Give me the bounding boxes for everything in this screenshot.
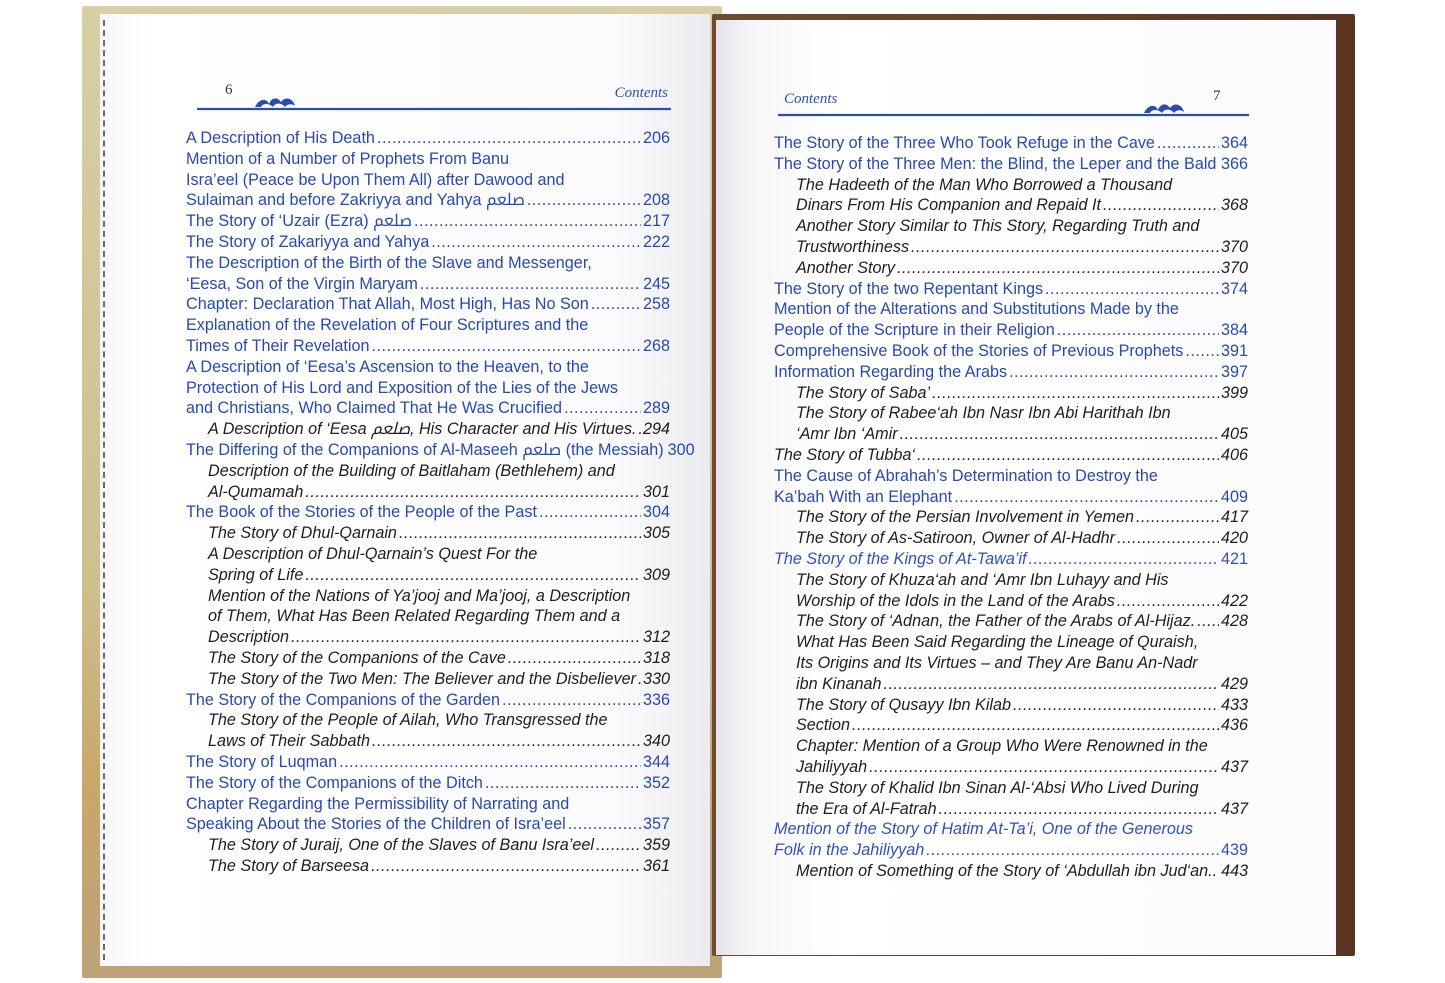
leader-dots — [377, 128, 641, 149]
toc-entry-title: Chapter: Declaration That Allah, Most High, Has No Son — [186, 295, 589, 314]
leader-dots — [305, 482, 641, 503]
toc-entry-title: The Story of Tubba‘ — [774, 445, 915, 464]
toc-entry-title: Spring of Life — [208, 565, 304, 584]
toc-entry-title: People of the Scripture in their Religion — [774, 321, 1055, 340]
toc-page-number: 330 — [642, 669, 670, 688]
toc-page-number: 300 — [667, 440, 695, 459]
toc-entry-title: Description — [208, 628, 289, 647]
toc-page-number: 374 — [1220, 279, 1248, 298]
toc-entry-title: Dinars From His Companion and Repaid It — [796, 196, 1101, 215]
toc-page-number: 217 — [642, 212, 670, 231]
toc-entry-title: The Description of the Birth of the Slave and Messenger, — [186, 253, 592, 272]
toc-entry-title: Comprehensive Book of the Stories of Previous Prophets — [774, 341, 1184, 360]
toc-entry-title: The Story of the two Repentant Kings — [774, 279, 1044, 298]
toc-page-number: 370 — [1220, 258, 1248, 277]
toc-page-number: 428 — [1220, 612, 1248, 631]
toc-entry-title: Mention of the Nations of Ya’jooj and Ma’jooj, a Description — [208, 586, 631, 605]
toc-entry-title: The Story of Khalid Ibn Sinan Al-‘Absi Who Lived During — [796, 778, 1199, 797]
leader-dots — [900, 424, 1219, 445]
toc-entry-title: the Era of Al-Fatrah — [796, 799, 937, 818]
ornament-rule-icon — [195, 94, 673, 114]
leader-dots — [852, 715, 1219, 736]
toc-entry-title: ‘Amr Ibn ‘Amir — [796, 425, 898, 444]
toc-page-number: 421 — [1220, 549, 1248, 568]
toc-page-number: 312 — [642, 628, 670, 647]
toc-entry-title: The Story of Qusayy Ibn Kilab — [796, 695, 1012, 714]
toc-page-number: 309 — [642, 565, 670, 584]
toc-entry — [186, 357, 670, 419]
toc-entry-title: The Differing of the Companions of Al-Maseeh ﷵ (the Messiah) — [186, 440, 664, 459]
toc-page-number: 370 — [1220, 237, 1248, 256]
toc-entry-title: Mention of Something of the Story of ‘Abdullah ibn Jud‘an.. — [796, 861, 1218, 880]
toc-entry-title: The Cause of Abrahah’s Determination to Destroy the — [774, 466, 1158, 485]
toc-entry — [774, 611, 1248, 632]
toc-entry-title: The Story of Rabee‘ah Ibn Nasr Ibn Abi Harithah Ibn — [796, 404, 1171, 423]
toc-entry-title: Laws of Their Sabbath — [208, 732, 370, 751]
toc-entry-title: The Story of Luqman — [186, 752, 338, 771]
toc-page-number: 433 — [1220, 695, 1248, 714]
toc-entry — [774, 861, 1248, 882]
leader-dots — [926, 840, 1219, 861]
leader-dots — [917, 445, 1219, 466]
toc-entry-title: Chapter: Mention of a Group Who Were Renowned in the — [796, 737, 1208, 756]
toc-entry — [186, 669, 670, 690]
toc-entry-title: The Story of ‘Uzair (Ezra) ﷵ — [186, 212, 412, 231]
toc-page-number: 439 — [1220, 841, 1248, 860]
toc-entry-title: The Book of the Stories of the People of the Past — [186, 503, 537, 522]
toc-page-number: 437 — [1220, 757, 1248, 776]
toc-entry-title: Chapter Regarding the Permissibility of Narrating and — [186, 794, 570, 813]
toc-page-number: 420 — [1220, 529, 1248, 548]
toc-entry-title: Al-Qumamah — [208, 482, 304, 501]
toc-page-number: 429 — [1220, 674, 1248, 693]
leader-dots — [539, 502, 641, 523]
leader-dots — [1029, 549, 1219, 570]
toc-entry — [774, 528, 1248, 549]
leader-dots — [1013, 695, 1219, 716]
toc-entry — [774, 383, 1248, 404]
toc-entry-title: The Story of the Three Men: the Blind, the Leper and the Bald — [774, 154, 1217, 173]
leader-dots — [372, 336, 641, 357]
toc-entry-title: ‘Eesa, Son of the Virgin Maryam — [186, 274, 418, 293]
toc-entry-title: Its Origins and Its Virtues – and They Are Banu An-Nadr — [796, 653, 1198, 672]
toc-entry-title: The Story of Dhul-Qarnain — [208, 524, 397, 543]
toc-entry — [186, 586, 670, 648]
leader-dots — [1057, 320, 1219, 341]
toc-entry — [774, 778, 1248, 820]
toc-entry — [774, 819, 1248, 861]
toc-entry-title: The Story of Khuza‘ah and ‘Amr Ibn Luhayy and His — [796, 570, 1169, 589]
leader-dots — [399, 523, 641, 544]
toc-entry-title: Protection of His Lord and Exposition of the Lies of the Jews — [186, 378, 618, 397]
toc-entry — [774, 133, 1248, 154]
toc-entry — [186, 773, 670, 794]
toc-entry — [774, 715, 1248, 736]
leader-dots — [372, 731, 641, 752]
toc-entry — [186, 690, 670, 711]
left-header-title: Contents — [614, 85, 668, 101]
leader-dots — [568, 814, 641, 835]
toc-entry — [186, 710, 670, 752]
toc-entry — [774, 362, 1248, 383]
toc-page-number: 409 — [1220, 487, 1248, 506]
toc-entry-title: The Hadeeth of the Man Who Borrowed a Thousand — [796, 175, 1173, 194]
toc-page-number: 384 — [1220, 321, 1248, 340]
toc-entry-title: The Story of the Companions of the Cave — [208, 648, 506, 667]
toc-page-number: 318 — [642, 648, 670, 667]
toc-page-number: 357 — [642, 815, 670, 834]
toc-entry-title: The Story of As-Satiroon, Owner of Al-Hadhr — [796, 529, 1116, 548]
toc-entry-title: A Description of ‘Eesa’s Ascension to the Heaven, to the — [186, 357, 589, 376]
toc-entry-title: Another Story Similar to This Story, Regarding Truth and — [796, 217, 1200, 236]
leader-dots — [291, 627, 641, 648]
toc-page-number: 399 — [1220, 383, 1248, 402]
toc-page-number: 361 — [642, 856, 670, 875]
toc-entry-title: of Them, What Has Been Related Regarding Them and a — [208, 607, 621, 626]
toc-page-number: 417 — [1220, 508, 1248, 527]
toc-entry — [186, 856, 670, 877]
leader-dots — [884, 674, 1219, 695]
toc-entry-title: The Story of Juraij, One of the Slaves of Banu Isra’eel — [208, 836, 595, 855]
leader-dots — [638, 669, 641, 690]
toc-page-number: 268 — [642, 336, 670, 355]
toc-page-number: 397 — [1220, 362, 1248, 381]
toc-entry — [774, 175, 1248, 217]
leader-dots — [1045, 279, 1219, 300]
toc-entry-title: Information Regarding the Arabs — [774, 362, 1008, 381]
toc-entry-title: The Story of the Companions of the Ditch — [186, 773, 483, 792]
toc-entry-title: The Story of the People of Ailah, Who Transgressed the — [208, 711, 608, 730]
toc-entry-title: Explanation of the Revelation of Four Scriptures and the — [186, 316, 589, 335]
toc-entry-title: A Description of Dhul-Qarnain’s Quest For the — [208, 544, 538, 563]
toc-entry-title: What Has Been Said Regarding the Lineage of Quraish, — [796, 633, 1199, 652]
leader-dots — [305, 565, 641, 586]
toc-page-number: 391 — [1220, 341, 1248, 360]
toc-entry-title: The Story of the Two Men: The Believer and the Disbeliever — [208, 669, 636, 688]
toc-entry — [774, 466, 1248, 508]
toc-page-number: 301 — [642, 482, 670, 501]
toc-entry — [774, 570, 1248, 612]
leader-dots — [897, 258, 1219, 279]
toc-entry — [186, 794, 670, 836]
toc-entry-title: Sulaiman and before Zakriyya and Yahya ﷵ — [186, 191, 525, 210]
leader-dots — [869, 757, 1219, 778]
leader-dots — [420, 274, 641, 295]
left-toc-list — [186, 128, 695, 877]
toc-page-number: 359 — [642, 836, 670, 855]
toc-page-number: 436 — [1220, 716, 1248, 735]
toc-entry — [774, 445, 1248, 466]
toc-page-number: 304 — [642, 503, 670, 522]
toc-entry-title: Another Story — [796, 258, 895, 277]
left-page-number: 6 — [225, 82, 233, 98]
right-page-number: 7 — [1213, 88, 1221, 104]
leader-dots — [591, 294, 641, 315]
toc-entry-title: Section — [796, 716, 850, 735]
toc-entry — [186, 315, 670, 357]
toc-page-number: 364 — [1220, 134, 1248, 152]
leader-dots — [431, 232, 641, 253]
right-header-title: Contents — [784, 91, 838, 107]
toc-entry — [186, 523, 670, 544]
toc-page-number: 340 — [642, 732, 670, 751]
toc-page-number: 245 — [642, 274, 670, 293]
toc-entry-title: The Story of Barseesa — [208, 856, 370, 875]
toc-entry-title: Mention of the Story of Hatim At-Ta’i, One of the Generous — [774, 820, 1193, 839]
toc-page-number: 294 — [642, 420, 670, 439]
toc-page-number: 437 — [1220, 799, 1248, 818]
toc-entry — [186, 232, 670, 253]
toc-entry-title: Mention of a Number of Prophets From Banu — [186, 149, 510, 168]
toc-entry — [774, 695, 1248, 716]
leader-dots — [1197, 611, 1219, 632]
leader-dots — [911, 237, 1219, 258]
toc-entry-title: The Story of the Kings of At-Tawa’if — [774, 549, 1027, 568]
toc-entry-title: The Story of Saba’ — [796, 383, 931, 402]
leader-dots — [954, 487, 1219, 508]
toc-entry-title: Worship of the Idols in the Land of the Arabs — [796, 591, 1115, 610]
toc-page-number: 443 — [1221, 861, 1249, 880]
toc-page-number: 208 — [642, 191, 670, 210]
toc-entry — [774, 403, 1248, 445]
toc-entry — [774, 549, 1248, 570]
right-page-header — [776, 88, 1251, 118]
toc-entry-title: Trustworthiness — [796, 237, 910, 256]
leader-dots — [1009, 362, 1219, 383]
toc-entry — [186, 128, 670, 149]
toc-entry — [186, 253, 670, 295]
toc-page-number: 344 — [642, 752, 670, 771]
leader-dots — [1103, 195, 1219, 216]
toc-page-number: 222 — [642, 232, 670, 251]
toc-entry-title: The Story of ‘Adnan, the Father of the Arabs of Al-Hijaz. — [796, 612, 1196, 631]
leader-dots — [339, 752, 641, 773]
toc-page-number: 406 — [1220, 445, 1248, 464]
toc-entry — [774, 299, 1248, 341]
leader-dots — [414, 211, 641, 232]
toc-page-number: 366 — [1220, 154, 1248, 173]
toc-entry — [774, 154, 1248, 175]
toc-entry-title: ibn Kinanah — [796, 674, 882, 693]
leader-dots — [371, 856, 641, 877]
leader-dots — [485, 773, 641, 794]
leader-dots — [1136, 507, 1219, 528]
toc-page-number: 336 — [642, 690, 670, 709]
toc-entry — [774, 341, 1248, 362]
leader-dots — [638, 419, 641, 440]
toc-entry-title: The Story of the Three Who Took Refuge in the Cave — [774, 134, 1155, 152]
toc-entry — [186, 419, 670, 440]
toc-entry — [186, 648, 670, 669]
leader-dots — [564, 398, 641, 419]
toc-entry-title: Mention of the Alterations and Substitutions Made by the — [774, 300, 1179, 319]
toc-entry — [186, 149, 670, 211]
leader-dots — [932, 383, 1219, 404]
leader-dots — [1185, 341, 1219, 362]
toc-page-number: 352 — [642, 773, 670, 792]
toc-entry-title: Folk in the Jahiliyyah — [774, 841, 925, 860]
toc-entry — [774, 279, 1248, 300]
toc-entry — [774, 507, 1248, 528]
toc-entry-title: Description of the Building of Baitlaham (Bethlehem) and — [208, 461, 615, 480]
toc-entry — [774, 632, 1248, 694]
toc-entry — [186, 294, 670, 315]
toc-entry — [774, 736, 1248, 778]
toc-entry — [774, 258, 1248, 279]
toc-entry — [186, 440, 695, 461]
toc-entry-title: The Story of the Persian Involvement in Yemen — [796, 508, 1135, 527]
leader-dots — [939, 799, 1219, 820]
toc-entry — [186, 502, 670, 523]
toc-page-number: 258 — [642, 295, 670, 314]
toc-page-number: 289 — [642, 399, 670, 418]
toc-entry — [186, 461, 670, 503]
toc-entry-title: A Description of ‘Eesa ﷵ, His Character and His Virtues. — [208, 420, 637, 439]
ornament-rule-icon — [776, 100, 1251, 120]
left-page-header — [195, 82, 673, 112]
toc-entry-title: Jahiliyyah — [796, 757, 868, 776]
toc-entry-title: and Christians, Who Claimed That He Was Crucified — [186, 399, 563, 418]
toc-entry-title: Speaking About the Stories of the Children of Isra’eel — [186, 815, 566, 834]
leader-dots — [1117, 528, 1219, 549]
toc-page-number: 368 — [1220, 196, 1248, 215]
toc-entry — [186, 544, 670, 586]
leader-dots — [1218, 154, 1219, 175]
leader-dots — [527, 190, 641, 211]
leader-dots — [1117, 591, 1219, 612]
toc-entry — [186, 752, 670, 773]
toc-entry-title: A Description of His Death — [186, 129, 375, 147]
leader-dots — [1157, 133, 1219, 154]
toc-entry-title: Isra’eel (Peace be Upon Them All) after Dawood and — [186, 170, 565, 189]
toc-page-number: 405 — [1220, 425, 1248, 444]
toc-page-number: 422 — [1220, 591, 1248, 610]
right-toc-list — [774, 133, 1248, 882]
leader-dots — [508, 648, 641, 669]
toc-entry — [774, 216, 1248, 258]
leader-dots — [596, 835, 641, 856]
toc-page-number: 305 — [642, 524, 670, 543]
toc-entry-title: The Story of Zakariyya and Yahya — [186, 232, 430, 251]
toc-entry-title: Times of Their Revelation — [186, 336, 370, 355]
toc-entry — [186, 211, 670, 232]
toc-entry-title: The Story of the Companions of the Garden — [186, 690, 501, 709]
toc-page-number: 206 — [642, 129, 670, 147]
toc-entry — [186, 835, 670, 856]
toc-entry-title: Ka’bah With an Elephant — [774, 487, 953, 506]
binding-stitch — [103, 20, 105, 960]
leader-dots — [502, 690, 641, 711]
